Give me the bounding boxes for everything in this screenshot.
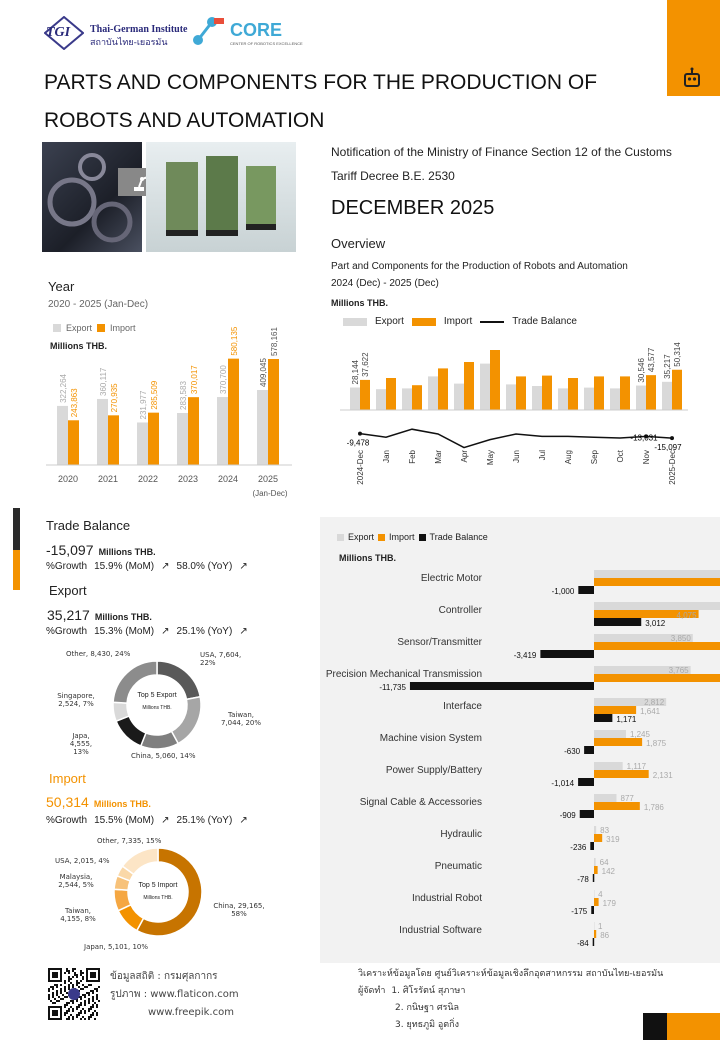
- product-export-label: 1,117: [626, 762, 647, 771]
- product-import-bar: [594, 674, 720, 682]
- product-balance-label: -236: [570, 843, 587, 852]
- product-category-label: Machine vision System: [379, 733, 482, 744]
- import-title: Import: [49, 771, 86, 786]
- overview-balance-label: -15,097: [654, 443, 682, 453]
- overview-tick-label: Oct: [616, 450, 625, 463]
- overview-tick-label: Jan: [382, 450, 391, 463]
- product-balance-bar: [593, 874, 595, 882]
- overview-sub: Part and Components for the Production of Robots and Automation 2024 (Dec) - 2025 (Dec): [331, 261, 628, 289]
- donut-slice: [141, 731, 178, 749]
- product-balance-label: -909: [559, 811, 576, 820]
- import-label: Other, 7,335, 15%: [97, 837, 162, 845]
- product-export-label: 1: [598, 922, 603, 931]
- overview-import-bar: [594, 376, 604, 410]
- product-export-bar: [594, 826, 596, 834]
- year-import-bar: [228, 359, 239, 465]
- year-tick-label: 2020: [57, 474, 79, 484]
- product-balance-bar: [591, 906, 594, 914]
- product-import-label: 142: [601, 867, 616, 876]
- export-title: Export: [49, 583, 87, 598]
- robot-icon: [680, 66, 704, 90]
- trend-up-icon: ↗: [239, 626, 248, 637]
- product-import-label: 179: [602, 899, 616, 908]
- import-label: China, 29,165, 58%: [213, 902, 265, 918]
- import-donut-title: Top 5 Import Millions THB.: [138, 882, 178, 901]
- year-tick-label: 2023: [177, 474, 199, 484]
- tgi-name: Thai-German Institute สถาบันไทย-เยอรมัน: [90, 24, 188, 48]
- year-tick-label: 2025: [257, 474, 279, 484]
- trend-up-icon: ↗: [161, 815, 170, 826]
- overview-export-bar: [402, 388, 412, 410]
- year-import-label: 285,509: [150, 380, 159, 410]
- import-label: Japan, 5,101, 10%: [84, 943, 149, 951]
- year-import-bar: [268, 359, 279, 465]
- product-export-label: 4: [598, 890, 603, 899]
- product-export-label: 64: [599, 858, 609, 867]
- product-category-label: Sensor/Transmitter: [397, 637, 482, 648]
- overview-import-bar: [360, 380, 370, 410]
- overview-import-label: 37,622: [361, 352, 370, 377]
- page-title: PARTS AND COMPONENTS FOR THE PRODUCTION OF ROBOTS AND AUTOMATION: [44, 71, 598, 132]
- product-export-label: 2,812: [644, 698, 665, 707]
- footer-block-dark: [643, 1013, 667, 1040]
- export-label: Other, 8,430, 24%: [66, 650, 131, 658]
- product-category-label: Power Supply/Battery: [385, 765, 482, 776]
- product-chart: [320, 560, 720, 950]
- year-export-bar: [57, 406, 68, 465]
- product-import-label: 1,641: [640, 707, 661, 716]
- overview-tick-label: Jul: [538, 450, 547, 461]
- footer-analysis: วิเคราะห์ข้อมูลโดย ศูนย์วิเคราะห์ข้อมูลเชิงลึกอุตสาหกรรม สถาบันไทย-เยอรมัน ผู้จัดทำ 1. ศิโรรัตน์ สุภาษา 2. กนิษฐา ศรนิล 3. ยุทธภูมิ อูตกิ่ง: [358, 969, 664, 1030]
- product-export-bar: [594, 602, 720, 610]
- year-import-bar: [148, 413, 159, 465]
- overview-import-bar: [412, 385, 422, 410]
- overview-export-bar: [610, 388, 620, 410]
- footer-credits: ข้อมูลสถิติ : กรมศุลกากร รูปภาพ : www.flaticon.com www.freepik.com: [110, 971, 239, 1018]
- product-category-label: Precision Mechanical Transmission: [325, 669, 482, 680]
- product-balance-label: -84: [577, 939, 589, 948]
- overview-tick-label: Apr: [460, 450, 469, 463]
- product-import-bar: [594, 898, 599, 906]
- product-balance-bar: [410, 682, 594, 690]
- export-label: Singapore, 2,524, 7%: [57, 692, 95, 708]
- product-import-label: 319: [606, 835, 620, 844]
- product-import-label: 2,131: [652, 771, 673, 780]
- core-logo: CORE CENTER OF ROBOTICS EXCELLENCE: [190, 12, 290, 52]
- overview-export-bar: [428, 376, 438, 410]
- overview-chart: [340, 330, 690, 520]
- product-balance-label: -1,000: [551, 587, 575, 596]
- trade-balance-value: -15,097 Millions THB.: [46, 542, 156, 558]
- product-import-bar: [594, 770, 649, 778]
- overview-import-bar: [464, 362, 474, 410]
- overview-tick-label: Aug: [564, 450, 573, 465]
- overview-balance-label: -9,478: [346, 438, 370, 448]
- year-export-bar: [97, 399, 108, 465]
- overview-import-bar: [620, 376, 630, 410]
- product-export-label: 1,245: [629, 730, 650, 739]
- overview-tick-label: May: [486, 450, 495, 466]
- overview-tick-label: Feb: [408, 450, 417, 464]
- product-balance-label: -175: [571, 907, 588, 916]
- overview-tick-label: Jun: [512, 450, 521, 463]
- qr-code: [48, 968, 100, 1020]
- overview-export-bar: [532, 386, 542, 410]
- overview-balance-point: [670, 436, 674, 440]
- product-balance-label: -11,735: [379, 683, 406, 692]
- product-balance-label: -78: [577, 875, 589, 884]
- product-balance-bar: [594, 714, 612, 722]
- product-balance-bar: [580, 810, 594, 818]
- overview-import-bar: [386, 378, 396, 410]
- product-balance-bar: [578, 586, 594, 594]
- trade-balance-title: Trade Balance: [46, 518, 131, 533]
- product-balance-bar: [578, 778, 594, 786]
- import-label: Taiwan, 4,155, 8%: [60, 907, 96, 923]
- export-label: Taiwan, 7,044, 20%: [220, 711, 262, 727]
- export-label: China, 5,060, 14%: [131, 752, 196, 760]
- product-import-bar: [594, 930, 596, 938]
- product-category-label: Controller: [438, 605, 482, 616]
- product-export-label: 3,765: [668, 666, 689, 675]
- product-category-label: Signal Cable & Accessories: [359, 797, 482, 808]
- year-range: 2020 - 2025 (Jan-Dec): [48, 299, 149, 310]
- product-export-label: 83: [600, 826, 610, 835]
- product-export-bar: [594, 570, 720, 578]
- product-balance-label: -1,014: [551, 779, 575, 788]
- overview-export-bar: [506, 384, 516, 410]
- overview-tick-label: 2025-Dec: [668, 450, 677, 485]
- product-category-label: Industrial Software: [399, 925, 482, 936]
- product-legend: Export Import Trade Balance: [337, 532, 488, 542]
- product-export-bar: [594, 762, 623, 770]
- overview-export-label: 30,546: [637, 358, 646, 383]
- overview-import-bar: [568, 378, 578, 410]
- import-growth: %Growth 15.5% (MoM) ↗ 25.1% (YoY) ↗: [46, 815, 248, 826]
- product-import-bar: [594, 834, 602, 842]
- trend-up-icon: ↗: [161, 626, 170, 637]
- product-balance-bar: [593, 938, 595, 946]
- product-import-bar: [594, 578, 720, 586]
- year-tick-label: 2022: [137, 474, 159, 484]
- overview-unit: Millions THB.: [331, 298, 388, 308]
- product-category-label: Pneumatic: [434, 861, 482, 872]
- product-import-bar: [594, 642, 720, 650]
- period-title: DECEMBER 2025: [331, 197, 495, 219]
- year-import-bar: [68, 420, 79, 465]
- trend-up-icon: ↗: [239, 815, 248, 826]
- year-export-label: 409,045: [259, 358, 268, 388]
- overview-import-label: 43,577: [647, 347, 656, 373]
- product-category-label: Interface: [443, 701, 482, 712]
- overview-export-bar: [636, 386, 646, 410]
- trade-balance-growth: %Growth 15.9% (MoM) ↗ 58.0% (YoY) ↗: [46, 561, 248, 572]
- year-tick-label: 2021: [97, 474, 119, 484]
- year-export-label: 283,583: [179, 381, 188, 411]
- overview-export-bar: [662, 382, 672, 410]
- product-import-bar: [594, 706, 636, 714]
- year-chart: [44, 310, 294, 505]
- import-value: 50,314 Millions THB.: [46, 794, 151, 810]
- year-export-bar: [257, 390, 268, 465]
- overview-tick-label: 2024-Dec: [356, 450, 365, 485]
- year-last-sub: (Jan-Dec): [252, 489, 288, 498]
- export-growth: %Growth 15.3% (MoM) ↗ 25.1% (YoY) ↗: [46, 626, 248, 637]
- year-export-bar: [137, 422, 148, 465]
- year-import-label: 578,161: [270, 327, 279, 357]
- year-export-label: 231,977: [139, 390, 148, 420]
- product-balance-bar: [540, 650, 594, 658]
- footer-block-orange: [667, 1013, 720, 1040]
- product-import-label: 86: [600, 931, 610, 940]
- product-export-label: 3,850: [670, 634, 691, 643]
- import-label: USA, 2,015, 4%: [55, 857, 110, 865]
- product-export-bar: [594, 922, 595, 930]
- overview-export-bar: [558, 388, 568, 410]
- product-import-bar: [594, 802, 640, 810]
- year-export-bar: [177, 413, 188, 465]
- year-tick-label: 2024: [217, 474, 239, 484]
- overview-title: Overview: [331, 236, 386, 251]
- overview-import-bar: [490, 350, 500, 410]
- year-import-label: 370,017: [190, 365, 199, 395]
- overview-export-bar: [454, 384, 464, 410]
- product-balance-label: 1,171: [616, 715, 637, 724]
- product-balance-label: -630: [564, 747, 581, 756]
- year-export-label: 360,117: [99, 367, 108, 396]
- overview-import-bar: [516, 376, 526, 410]
- overview-balance-label: -13,031: [630, 433, 658, 443]
- year-import-bar: [108, 415, 119, 465]
- overview-export-bar: [350, 387, 360, 410]
- year-import-label: 580,135: [230, 326, 239, 356]
- export-value: 35,217 Millions THB.: [47, 607, 152, 623]
- greenhouse-image: [146, 142, 296, 252]
- product-import-bar: [594, 866, 598, 874]
- left-bar-dark: [13, 508, 20, 550]
- trend-up-icon: ↗: [161, 561, 170, 572]
- overview-tick-label: Mar: [434, 450, 443, 464]
- tgi-logo: TGI: [44, 16, 84, 50]
- export-donut-title: Top 5 Export Millions THB.: [137, 692, 177, 711]
- overview-balance-line: [360, 429, 672, 447]
- product-export-bar: [594, 730, 626, 738]
- product-balance-bar: [594, 618, 641, 626]
- overview-import-bar: [542, 376, 552, 410]
- overview-export-bar: [376, 389, 386, 410]
- import-label: Malaysia, 2,544, 5%: [58, 873, 94, 889]
- overview-balance-point: [358, 432, 362, 436]
- overview-legend: Export Import Trade Balance: [343, 316, 577, 327]
- product-balance-label: 3,012: [645, 619, 666, 628]
- product-category-label: Electric Motor: [420, 573, 482, 584]
- year-export-label: 322,264: [59, 373, 68, 403]
- product-category-label: Industrial Robot: [411, 893, 482, 904]
- year-import-label: 243,863: [70, 388, 79, 418]
- product-import-label: 1,875: [646, 739, 667, 748]
- year-legend: Export Import: [53, 323, 136, 333]
- product-export-bar: [594, 858, 596, 866]
- export-label: USA, 7,604, 22%: [200, 651, 242, 667]
- trend-up-icon: ↗: [239, 561, 248, 572]
- product-export-bar: [594, 794, 617, 802]
- overview-tick-label: Nov: [642, 450, 651, 465]
- overview-export-label: 35,217: [663, 354, 672, 379]
- overview-export-label: 28,144: [351, 360, 360, 385]
- overview-export-bar: [480, 364, 490, 410]
- overview-import-bar: [672, 370, 682, 410]
- product-category-label: Hydraulic: [440, 829, 482, 840]
- overview-export-bar: [584, 388, 594, 410]
- product-balance-label: -3,419: [513, 651, 537, 660]
- year-title: Year: [48, 279, 75, 294]
- left-bar-orange: [13, 550, 20, 590]
- product-balance-bar: [590, 842, 594, 850]
- overview-tick-label: Sep: [590, 450, 599, 465]
- overview-import-bar: [646, 375, 656, 410]
- product-balance-bar: [584, 746, 594, 754]
- overview-import-label: 50,314: [673, 342, 682, 367]
- donut-slice: [116, 716, 146, 746]
- product-unit: Millions THB.: [339, 553, 396, 563]
- year-import-bar: [188, 397, 199, 465]
- product-export-bar: [594, 890, 595, 898]
- donut-slice: [122, 848, 158, 874]
- year-unit: Millions THB.: [50, 341, 107, 351]
- export-label: Japa, 4,555, 13%: [69, 732, 93, 756]
- product-import-bar: [594, 738, 642, 746]
- year-export-label: 370,700: [219, 365, 228, 395]
- notification: Notification of the Ministry of Finance Section 12 of the Customs Tariff Decree B.E. 2530: [331, 145, 672, 183]
- year-export-bar: [217, 397, 228, 465]
- machinery-image: [42, 142, 142, 252]
- product-import-label: 1,786: [643, 803, 664, 812]
- product-export-label: 877: [620, 794, 634, 803]
- overview-import-bar: [438, 368, 448, 410]
- year-import-label: 270,935: [110, 383, 119, 413]
- product-import-label: 4,075: [676, 611, 697, 620]
